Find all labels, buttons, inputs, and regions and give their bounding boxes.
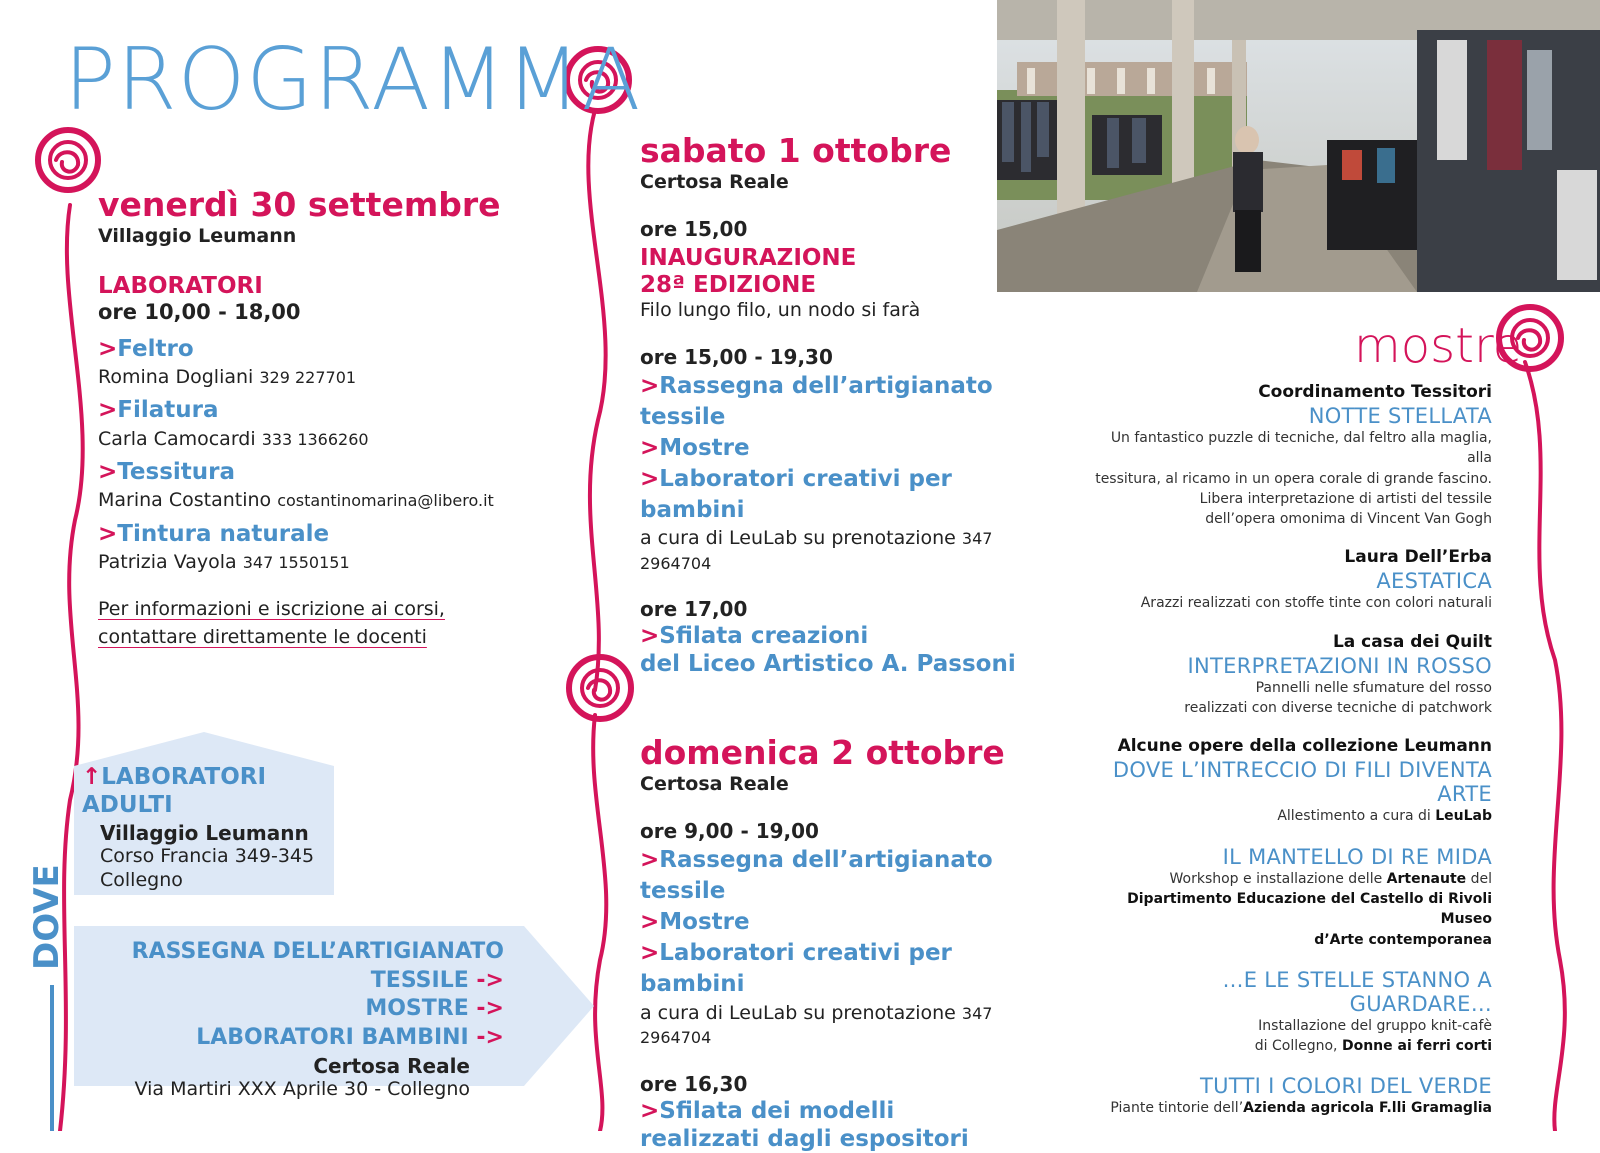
workshop-name: Tessitura xyxy=(117,459,235,485)
exhibit-desc: Arazzi realizzati con stoffe tinte con colori naturali xyxy=(1092,593,1492,613)
workshop-teacher: Romina Dogliani xyxy=(98,366,253,388)
dove-label-graphic xyxy=(24,865,68,975)
friday-time: ore 10,00 - 18,00 xyxy=(98,300,568,324)
info-line-1: Per informazioni e iscrizione ai corsi, xyxy=(98,597,568,622)
friday-section xyxy=(98,187,568,650)
adults-city: Collegno xyxy=(100,869,334,893)
saturday-day: sabato 1 ottobre xyxy=(640,133,1060,169)
exhibit-desc: Dipartimento Educazione del Castello di Rivoli Museo xyxy=(1092,889,1492,930)
saturday-time-3: ore 17,00 xyxy=(640,597,1060,621)
exhibit xyxy=(1092,736,1492,826)
adults-title: ↑LABORATORI ADULTI xyxy=(82,764,334,819)
dove-label: DOVE xyxy=(27,865,67,970)
workshop-teacher: Marina Costantino xyxy=(98,489,271,511)
mostre-list xyxy=(1092,382,1492,1119)
dove-line xyxy=(50,985,54,1131)
exhibit-desc: Un fantastico puzzle di tecniche, dal feltro alla maglia, alla xyxy=(1092,428,1492,469)
workshop-name: Filatura xyxy=(117,397,218,423)
exhibit-desc: di Collegno, Donne ai ferri corti xyxy=(1092,1036,1492,1056)
sunday-venue: Certosa Reale xyxy=(640,773,1060,795)
cloister-market-illustration xyxy=(997,0,1600,292)
mostre-heading: mostre xyxy=(1354,318,1522,374)
exhibit-org: Laura Dell’Erba xyxy=(1092,547,1492,567)
adults-place: Villaggio Leumann xyxy=(100,821,334,845)
exhibit-desc: Installazione del gruppo knit-cafè xyxy=(1092,1016,1492,1036)
exhibit-desc: Libera interpretazione di artisti del tessile xyxy=(1092,489,1492,509)
saturday-show: >Sfilata creazioni xyxy=(640,623,1060,651)
inauguration-edition: 28ª EDIZIONE xyxy=(640,272,1060,298)
saturday-item: >Laboratori creativi per bambini xyxy=(640,464,1060,526)
exhibit-desc: tessitura, al ricamo in un opera corale di grande fascino. xyxy=(1092,469,1492,489)
arrow-right-icon: -> xyxy=(476,996,504,1021)
certosa-location-panel xyxy=(74,926,594,1086)
workshop-contact: 333 1366260 xyxy=(262,430,369,449)
adults-address: Corso Francia 349-345 xyxy=(100,845,334,869)
sunday-booking: a cura di LeuLab su prenotazione 347 2964704 xyxy=(640,1001,1060,1050)
friday-venue: Villaggio Leumann xyxy=(98,225,568,247)
saturday-motto: Filo lungo filo, un nodo si farà xyxy=(640,298,1060,323)
sunday-item: >Laboratori creativi per bambini xyxy=(640,938,1060,1000)
workshop-contact: 347 1550151 xyxy=(243,553,350,572)
workshop-teacher: Carla Camocardi xyxy=(98,428,256,450)
sunday-time-1: ore 9,00 - 19,00 xyxy=(640,819,1060,843)
sunday-section xyxy=(640,735,1060,1153)
exhibit xyxy=(1092,382,1492,529)
arrow-right-icon: -> xyxy=(476,968,504,993)
certosa-line: RASSEGNA DELL’ARTIGIANATO TESSILE -> xyxy=(74,938,504,995)
saturday-show-line2: del Liceo Artistico A. Passoni xyxy=(640,651,1060,679)
booking-phone: 347 2964704 xyxy=(640,1004,992,1048)
workshop-item: >Feltro Romina Dogliani 329 227701 xyxy=(98,334,568,390)
arrow-up-icon: ↑ xyxy=(82,764,101,790)
exhibit xyxy=(1092,547,1492,613)
sunday-time-2: ore 16,30 xyxy=(640,1072,1060,1096)
sunday-show-line2: realizzati dagli espositori xyxy=(640,1126,1060,1153)
workshop-contact: 329 227701 xyxy=(259,368,356,387)
certosa-place: Certosa Reale xyxy=(74,1054,470,1078)
saturday-time-1: ore 15,00 xyxy=(640,217,1060,241)
exhibit xyxy=(1092,845,1492,950)
sunday-show: >Sfilata dei modelli xyxy=(640,1098,1060,1126)
certosa-line: LABORATORI BAMBINI -> xyxy=(74,1024,504,1053)
exhibit-title: …E LE STELLE STANNO A GUARDARE… xyxy=(1092,968,1492,1016)
market-photo xyxy=(997,0,1600,292)
exhibit-title: IL MANTELLO DI RE MIDA xyxy=(1092,845,1492,869)
exhibit-org: Coordinamento Tessitori xyxy=(1092,382,1492,402)
sunday-day: domenica 2 ottobre xyxy=(640,735,1060,771)
saturday-booking: a cura di LeuLab su prenotazione 347 2964704 xyxy=(640,526,1060,575)
exhibit-desc: Workshop e installazione delle Artenaute del xyxy=(1092,869,1492,889)
saturday-time-2: ore 15,00 - 19,30 xyxy=(640,345,1060,369)
friday-section-title: LABORATORI xyxy=(98,273,568,299)
workshop-contact[interactable]: costantinomarina@libero.it xyxy=(277,491,494,510)
exhibit-title: NOTTE STELLATA xyxy=(1092,404,1492,428)
exhibit-title: INTERPRETAZIONI IN ROSSO xyxy=(1092,654,1492,678)
exhibit xyxy=(1092,1074,1492,1118)
exhibit xyxy=(1092,632,1492,719)
exhibit-title: TUTTI I COLORI DEL VERDE xyxy=(1092,1074,1492,1098)
arrow-right-icon: -> xyxy=(476,1025,504,1050)
workshop-item: >Filatura Carla Camocardi 333 1366260 xyxy=(98,395,568,451)
workshop-name: Feltro xyxy=(117,336,193,362)
certosa-address: Via Martiri XXX Aprile 30 - Collegno xyxy=(74,1078,470,1102)
booking-phone: 347 2964704 xyxy=(640,529,992,573)
inauguration-title: INAUGURAZIONE xyxy=(640,245,1060,271)
workshop-name: Tintura naturale xyxy=(117,521,329,547)
sunday-item: >Mostre xyxy=(640,907,1060,938)
certosa-line: MOSTRE -> xyxy=(74,995,504,1024)
exhibit-org: La casa dei Quilt xyxy=(1092,632,1492,652)
workshop-teacher: Patrizia Vayola xyxy=(98,551,237,573)
friday-day: venerdì 30 settembre xyxy=(98,187,568,223)
exhibit-desc: d’Arte contemporanea xyxy=(1092,930,1492,950)
certosa-content xyxy=(74,938,504,1102)
exhibit-title: AESTATICA xyxy=(1092,569,1492,593)
exhibit-desc: Pannelli nelle sfumature del rosso xyxy=(1092,678,1492,698)
sunday-item: >Rassegna dell’artigianato tessile xyxy=(640,845,1060,907)
adults-content xyxy=(82,764,334,893)
adults-location-panel xyxy=(74,732,334,895)
workshop-item: >Tintura naturale Patrizia Vayola 347 1550151 xyxy=(98,519,568,575)
exhibit-desc: realizzati con diverse tecniche di patchwork xyxy=(1092,698,1492,718)
workshop-item: >Tessitura Marina Costantino costantinomarina@libero.it xyxy=(98,457,568,513)
exhibit-desc: Allestimento a cura di LeuLab xyxy=(1092,806,1492,826)
saturday-item: >Rassegna dell’artigianato tessile xyxy=(640,371,1060,433)
exhibit xyxy=(1092,968,1492,1057)
page-title: PROGRAMMA xyxy=(64,30,641,130)
saturday-venue: Certosa Reale xyxy=(640,171,1060,193)
exhibit-desc: dell’opera omonima di Vincent Van Gogh xyxy=(1092,509,1492,529)
exhibit-org: Alcune opere della collezione Leumann xyxy=(1092,736,1492,756)
dove-label-wrap xyxy=(24,865,68,975)
info-line-2: contattare direttamente le docenti xyxy=(98,625,568,650)
exhibit-title: DOVE L’INTRECCIO DI FILI DIVENTA ARTE xyxy=(1092,758,1492,806)
exhibit-desc: Piante tintorie dell’Azienda agricola F.lli Gramaglia xyxy=(1092,1098,1492,1118)
workshop-list xyxy=(98,334,568,575)
saturday-item: >Mostre xyxy=(640,433,1060,464)
